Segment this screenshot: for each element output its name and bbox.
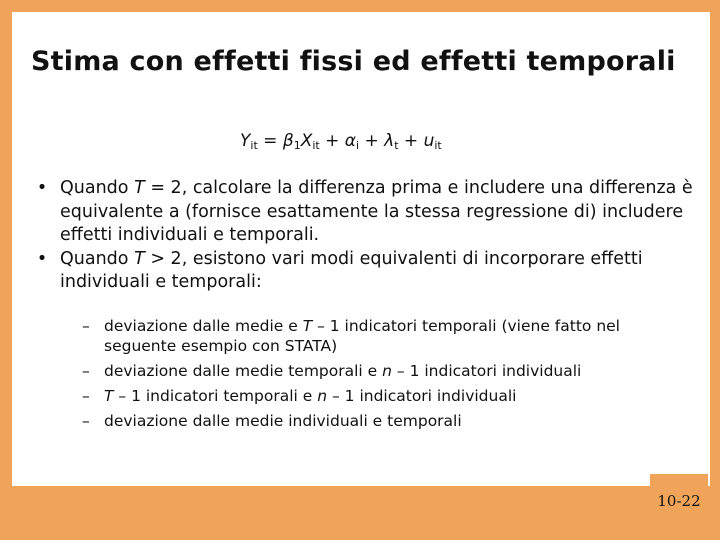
- formula-plus: +: [403, 131, 419, 151]
- sub-bullet-list: [82, 316, 682, 436]
- sub-bullet-var: T: [104, 387, 114, 405]
- bullet-text-pre: Quando: [60, 178, 135, 198]
- formula-y-sub: it: [250, 139, 258, 152]
- formula-u-sub: it: [434, 139, 442, 152]
- slide-title: Stima con effetti fissi ed effetti temporali: [31, 46, 676, 77]
- bullet-marker: •: [36, 178, 48, 198]
- sub-bullet-item: [82, 316, 682, 356]
- sub-bullet-var: n: [382, 362, 392, 380]
- regression-formula: [240, 131, 442, 152]
- sub-bullet-text-post: – 1 indicatori individuali: [391, 362, 582, 380]
- sub-bullet-marker: –: [82, 412, 90, 430]
- sub-bullet-marker: –: [82, 317, 90, 335]
- sub-bullet-text-post: – 1 indicatori temporali e: [113, 387, 318, 405]
- sub-bullet-text-pre: deviazione dalle medie e: [104, 317, 303, 335]
- sub-bullet-marker: –: [82, 362, 90, 380]
- sub-bullet-var: n: [317, 387, 328, 405]
- formula-y: Y: [240, 131, 251, 151]
- formula-x: X: [300, 131, 313, 151]
- formula-lambda-sub: t: [394, 139, 399, 152]
- bullet-item: [32, 177, 702, 248]
- formula-beta: β: [282, 131, 294, 151]
- formula-lambda: λ: [384, 131, 395, 151]
- sub-bullet-item: [82, 361, 682, 381]
- slide: [12, 12, 710, 486]
- page-number: 10-22: [657, 492, 701, 510]
- bullet-marker: •: [36, 248, 48, 269]
- formula-x-sub: it: [312, 139, 320, 152]
- bullet-text-post: = 2, calcolare la differenza prima e includere una differenza è equivalente a (fornisce esattamente la stessa regressione di) includere effetti individuali e temporali.: [60, 178, 693, 245]
- sub-bullet-text-pre: deviazione dalle medie individuali e temporali: [104, 412, 462, 430]
- bullet-var: T: [134, 248, 145, 269]
- bullet-var: T: [134, 178, 145, 198]
- bullet-text-post: > 2, esistono vari modi equivalenti di incorporare effetti individuali e temporali:: [60, 248, 643, 292]
- bullet-list: [32, 177, 702, 295]
- sub-bullet-item: [82, 411, 682, 431]
- sub-bullet-item: [82, 386, 682, 406]
- sub-bullet-text-post: – 1 indicatori temporali (viene fatto nel seguente esempio con STATA): [104, 317, 620, 355]
- sub-bullet-text-post: – 1 indicatori individuali: [327, 387, 517, 405]
- sub-bullet-text-pre: deviazione dalle medie temporali e: [104, 362, 383, 380]
- formula-alpha: α: [344, 131, 356, 151]
- page-number-badge: [650, 474, 708, 528]
- formula-plus: +: [325, 131, 340, 151]
- bullet-item: [32, 248, 702, 295]
- sub-bullet-marker: –: [82, 387, 90, 405]
- formula-alpha-sub: i: [356, 139, 360, 152]
- bullet-text-pre: Quando: [60, 248, 135, 269]
- formula-u: u: [423, 131, 435, 151]
- formula-beta-sub: 1: [293, 139, 301, 152]
- formula-equals: =: [263, 131, 278, 151]
- sub-bullet-var: T: [302, 317, 313, 335]
- formula-plus: +: [364, 131, 379, 151]
